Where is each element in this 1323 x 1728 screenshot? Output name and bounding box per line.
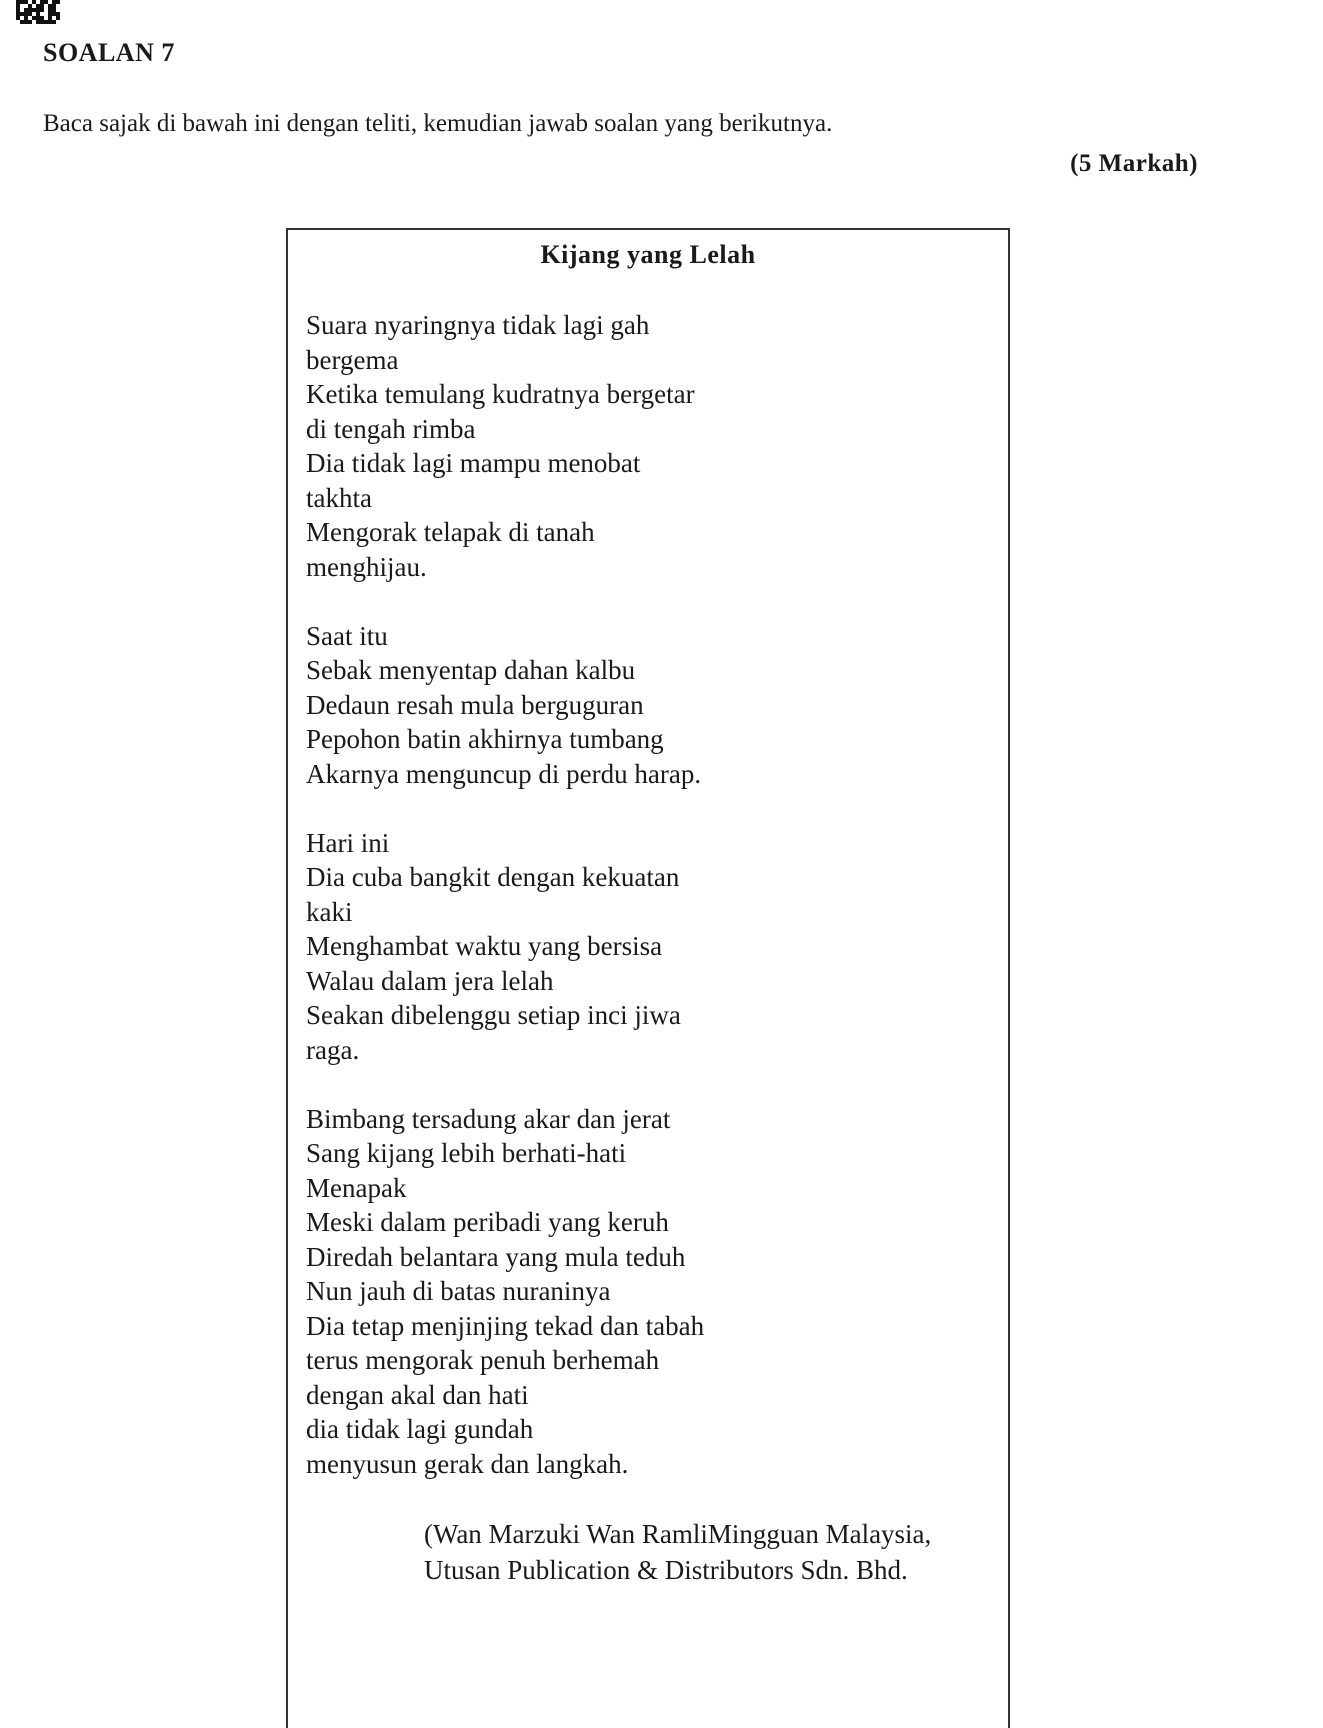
poem-line: Seakan dibelenggu setiap inci jiwa	[306, 1000, 681, 1030]
poem-line: raga.	[306, 1034, 360, 1065]
poem-line: Sang kijang lebih berhati-hati	[306, 1138, 627, 1168]
poem-line: Suara nyaringnya tidak lagi gah	[306, 310, 650, 340]
poem-line: kaki	[306, 896, 353, 927]
stanza-break	[306, 791, 704, 826]
poem-line: di tengah rimba	[306, 413, 476, 444]
poem-line: Menghambat waktu yang bersisa	[306, 931, 663, 961]
poem-line: dengan akal dan hati	[306, 1379, 529, 1410]
poem-line: Sebak menyentap dahan kalbu	[306, 655, 636, 685]
poem-line: Menapak	[306, 1172, 407, 1203]
poem-line: Ketika temulang kudratnya bergetar	[306, 379, 695, 409]
poem-line: Akarnya menguncup di perdu harap.	[306, 758, 702, 789]
poem-line: Bimbang tersadung akar dan jerat	[306, 1103, 671, 1134]
poem-line: Diredah belantara yang mula teduh	[306, 1241, 686, 1272]
poem-line: Dia tidak lagi mampu menobat	[306, 448, 641, 478]
stanza-break	[306, 1067, 704, 1102]
attribution-line: (Wan Marzuki Wan RamliMingguan Malaysia,	[424, 1519, 932, 1549]
poem-line: bergema	[306, 344, 399, 375]
poem-line: Nun jauh di batas nuraninya	[306, 1276, 611, 1306]
poem-line: Walau dalam jera lelah	[306, 965, 554, 996]
poem-title: Kijang yang Lelah	[540, 240, 756, 269]
attribution-line: Utusan Publication & Distributors Sdn. Bhd.	[424, 1555, 908, 1585]
poem-line: menghijau.	[306, 551, 427, 582]
poem-attribution	[424, 1516, 931, 1588]
poem-line: Hari ini	[306, 827, 390, 858]
marks-label: (5 Markah)	[1070, 150, 1198, 177]
poem-line: Dedaun resah mula berguguran	[306, 689, 644, 720]
poem-body	[306, 308, 704, 1481]
poem-line: Meski dalam peribadi yang keruh	[306, 1207, 669, 1237]
instruction-text: Baca sajak di bawah ini dengan teliti, kemudian jawab soalan yang berikutnya.	[43, 110, 833, 137]
poem-line: Saat itu	[306, 620, 388, 651]
poem-line: menyusun gerak dan langkah.	[306, 1448, 629, 1479]
poem-line: Dia tetap menjinjing tekad dan tabah	[306, 1310, 705, 1341]
poem-line: Dia cuba bangkit dengan kekuatan	[306, 862, 680, 892]
stanza-break	[306, 584, 704, 619]
poem-line: terus mengorak penuh berhemah	[306, 1345, 660, 1375]
poem-line: Pepohon batin akhirnya tumbang	[306, 724, 664, 754]
poem-line: dia tidak lagi gundah	[306, 1414, 534, 1444]
qr-code-icon	[16, 0, 60, 24]
question-number: SOALAN 7	[43, 38, 175, 67]
poem-line: takhta	[306, 482, 372, 513]
poem-line: Mengorak telapak di tanah	[306, 517, 595, 547]
